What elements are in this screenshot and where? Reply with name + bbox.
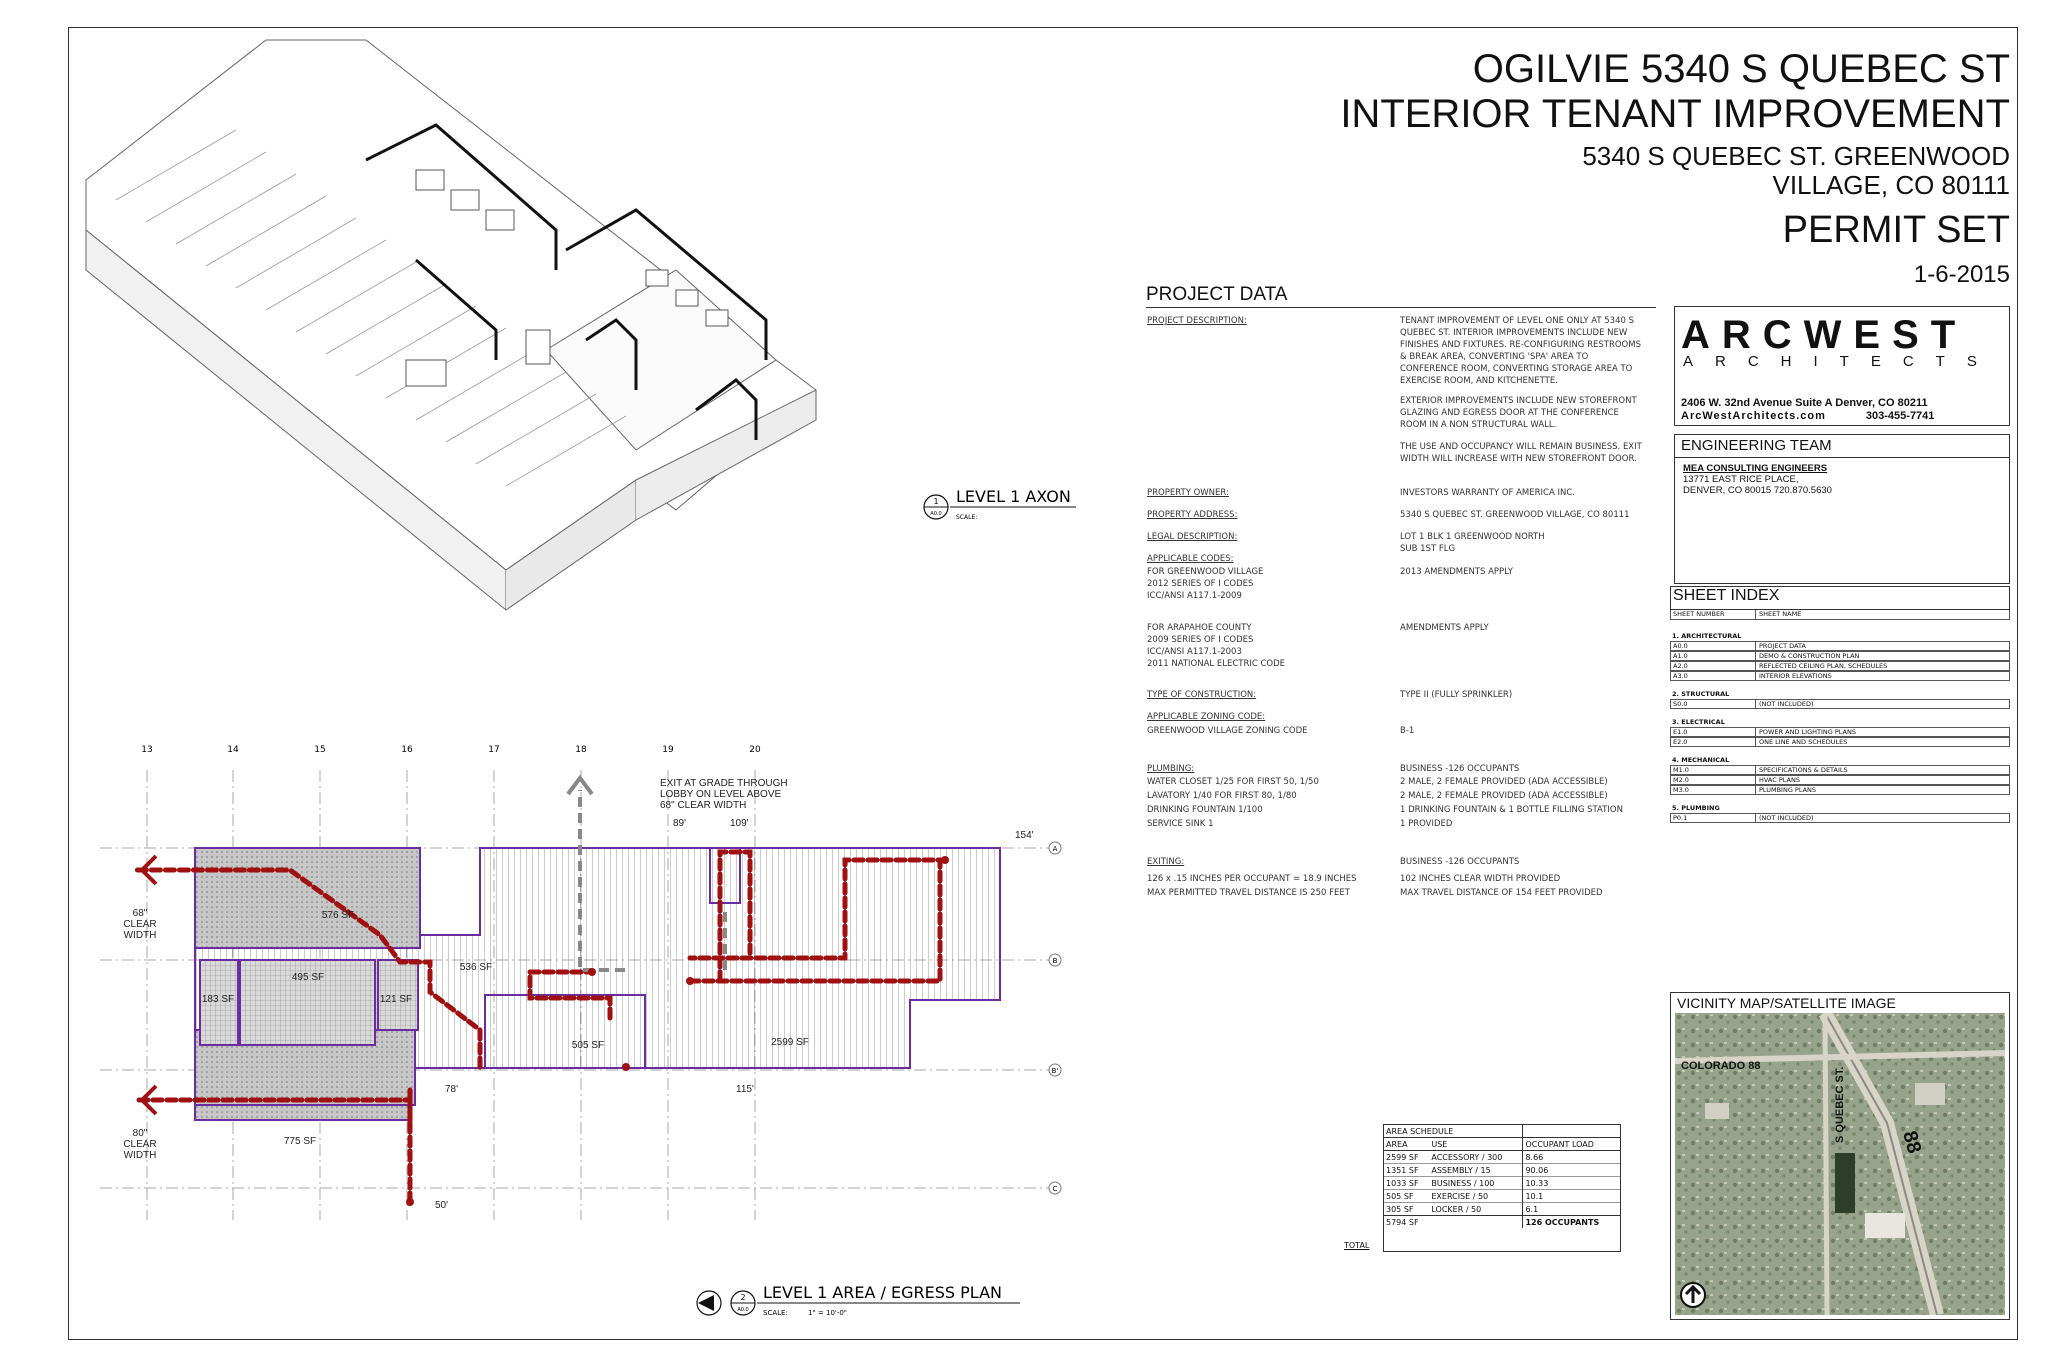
sheet-index-row: P0.1 (NOT INCLUDED) [1670,813,2010,823]
svg-text:1" = 10'-0": 1" = 10'-0" [808,1309,848,1317]
svg-text:1: 1 [933,497,939,506]
map-label-route-88: 88 [1898,1128,1926,1156]
grid-bubble-row: C [1052,1185,1058,1193]
area-schedule-row: 505 SF EXERCISE / 50 10.1 [1384,1190,1620,1203]
level-1-egress-plan [100,730,1100,1340]
project-subtitle: INTERIOR TENANT IMPROVEMENT [1340,92,2010,136]
svg-text:EXIT AT GRADE THROUGH: EXIT AT GRADE THROUGH [660,778,788,789]
area-schedule-row: 305 SF LOCKER / 50 6.1 [1384,1203,1620,1216]
map-label-colorado-88: COLORADO 88 [1681,1060,1761,1072]
sheet-index-row: M1.0 SPECIFICATIONS & DETAILS [1670,765,2010,775]
vicinity-map-block [1670,992,2010,1320]
svg-text:154': 154' [1015,830,1034,841]
sheet-index-heading: SHEET INDEX [1670,586,2010,610]
svg-text:2: 2 [740,1293,746,1302]
area-schedule-row: 1351 SF ASSEMBLY / 15 90.06 [1384,1164,1620,1177]
svg-text:89': 89' [673,818,687,829]
engineering-firm: MEA CONSULTING ENGINEERS 13771 EAST RICE PLACE, DENVER, CO 80015 720.870.5630 [1683,463,1832,496]
sheet-index-row: M3.0 PLUMBING PLANS [1670,785,2010,795]
area-schedule-row: 1033 SF BUSINESS / 100 10.33 [1384,1177,1620,1190]
plan-title: LEVEL 1 AREA / EGRESS PLAN [763,1283,1002,1302]
area-schedule: AREA SCHEDULE AREA USE OCCUPANT LOAD 2599 SF ACCESSORY / 300 8.66 1351 SF ASSEMBLY / 15 90.06 1033 SF BUSINESS / 100 10.33 505 SF EXERCISE / 50 10.1 305 SF LOCKER / 50 6.1 5794 SF 126 OCCUPANTS TOTAL [1383,1124,1621,1252]
arcwest-logo-block [1674,306,2010,426]
level-1-axon-drawing [76,30,1086,690]
svg-text:80": 80" [132,1128,148,1139]
sheet-index-header: SHEET NUMBER SHEET NAME [1670,610,2010,620]
area-schedule-row: 2599 SF ACCESSORY / 300 8.66 [1384,1151,1620,1164]
project-data-heading: PROJECT DATA [1146,284,1656,308]
sheet-index-row: E1.0 POWER AND LIGHTING PLANS [1670,727,2010,737]
plan-view-label [697,1283,1020,1317]
logo-contact: 2406 W. 32nd Avenue Suite A Denver, CO 80211 ArcWestArchitects.com 303-455-7741 [1681,397,1935,422]
grid-bubble-col: 13 [141,745,153,755]
project-address: 5340 S QUEBEC ST. GREENWOOD VILLAGE, CO 80111 [1582,141,2010,200]
north-arrow-icon [1681,1283,1705,1307]
grid-bubble-col: 20 [749,745,761,755]
room-area-label: 121 SF [379,994,413,1005]
grid-bubble-col: 17 [488,745,500,755]
grid-bubble-col: 19 [662,745,674,755]
svg-text:A0.0: A0.0 [930,511,942,517]
svg-text:78': 78' [445,1084,459,1095]
permit-set-label: PERMIT SET [1782,209,2010,251]
svg-text:68": 68" [132,908,148,919]
room-area-label: 505 SF [571,1040,605,1051]
sheet-index-row: S0.0 (NOT INCLUDED) [1670,699,2010,709]
room-area-label: 536 SF [459,962,493,973]
grid-bubble-row: A [1052,845,1058,853]
issue-date: 1-6-2015 [1913,261,2010,288]
satellite-map-image [1675,1013,2005,1315]
svg-text:CLEAR: CLEAR [123,1139,157,1150]
svg-text:50': 50' [435,1200,449,1211]
sheet-index-row: M2.0 HVAC PLANS [1670,775,2010,785]
engineering-team-block [1674,434,2010,584]
svg-text:WIDTH: WIDTH [123,930,157,941]
sheet-index-row: E2.0 ONE LINE AND SCHEDULES [1670,737,2010,747]
grid-bubble-col: 15 [314,745,326,755]
svg-text:115': 115' [736,1084,754,1095]
engineering-heading: ENGINEERING TEAM [1681,437,1832,454]
sheet-index-section: 2. STRUCTURAL [1672,690,1730,698]
sheet-index-row: A2.0 REFLECTED CEILING PLAN, SCHEDULES [1670,661,2010,671]
sheet-index-row: A0.0 PROJECT DATA [1670,641,2010,651]
svg-text:68" CLEAR WIDTH: 68" CLEAR WIDTH [660,800,747,811]
room-area-label: 183 SF [201,994,235,1005]
room-area-label: 576 SF [321,910,355,921]
grid-bubble-row: B' [1051,1067,1059,1075]
room-area-label: 495 SF [291,972,325,983]
project-title: OGILVIE 5340 S QUEBEC ST [1472,47,2010,91]
svg-text:A0.0: A0.0 [737,1307,749,1313]
area-total-label: TOTAL [1344,1241,1370,1250]
sheet-index-section: 1. ARCHITECTURAL [1672,632,1742,640]
room-area-label: 775 SF [283,1136,317,1147]
logo-name: ARCWEST [1681,313,1968,357]
svg-text:SCALE:: SCALE: [956,514,978,521]
logo-sub: ARCHITECTS [1683,353,1999,370]
svg-text:109': 109' [730,818,749,829]
grid-bubble-col: 18 [575,745,587,755]
grid-bubble-col: 14 [227,745,239,755]
sheet-index-section: 3. ELECTRICAL [1672,718,1725,726]
vicinity-heading: VICINITY MAP/SATELLITE IMAGE [1677,995,1896,1011]
sheet-index-row: A1.0 DEMO & CONSTRUCTION PLAN [1670,651,2010,661]
sheet-index-section: 5. PLUMBING [1672,804,1720,812]
axon-view-label [924,487,1076,521]
grid-bubble-col: 16 [401,745,413,755]
room-area-label: 2599 SF [771,1037,809,1048]
svg-text:CLEAR: CLEAR [123,919,157,930]
svg-text:SCALE:: SCALE: [763,1309,788,1317]
axon-title: LEVEL 1 AXON [956,487,1071,506]
svg-text:LOBBY ON LEVEL ABOVE: LOBBY ON LEVEL ABOVE [660,789,782,800]
sheet-index-row: A3.0 INTERIOR ELEVATIONS [1670,671,2010,681]
grid-bubble-row: B [1052,957,1058,965]
map-label-quebec: S QUEBEC ST. [1834,1066,1846,1143]
sheet-index-section: 4. MECHANICAL [1672,756,1730,764]
exit-up-arrow-icon [568,778,592,794]
svg-text:WIDTH: WIDTH [123,1150,157,1161]
exit-arrow-icon [142,856,156,1114]
